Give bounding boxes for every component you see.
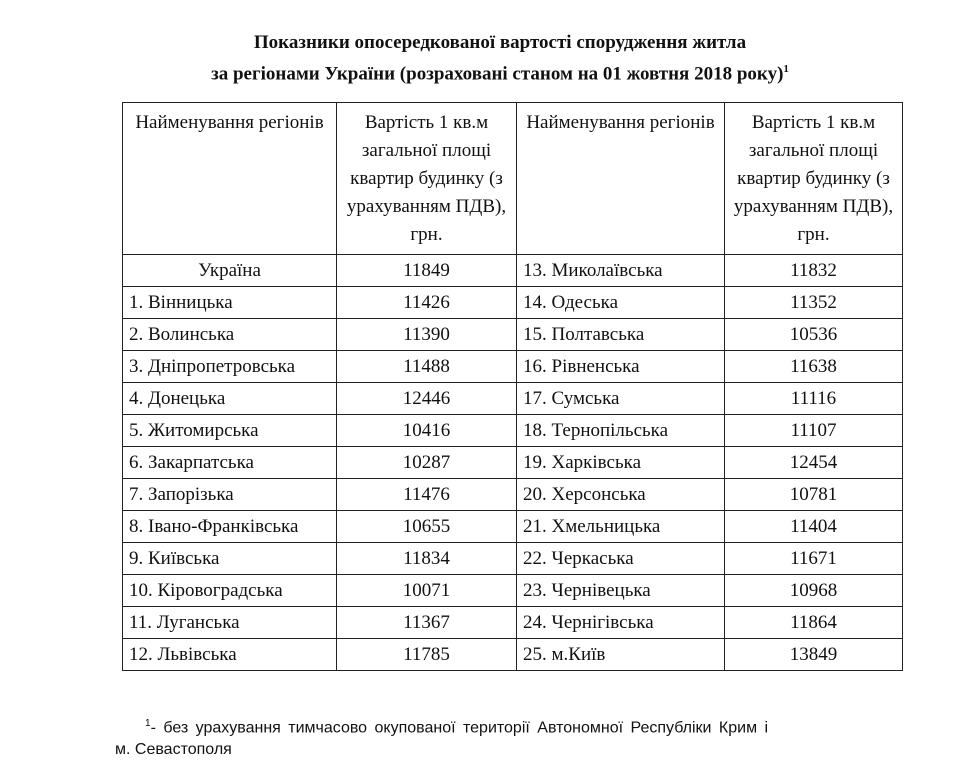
region-name-cell: 21. Хмельницька — [517, 511, 725, 543]
table-body — [123, 103, 903, 671]
table-row — [123, 255, 903, 287]
table-row — [123, 543, 903, 575]
region-name-cell: 3. Дніпропетровська — [123, 351, 337, 383]
region-name-cell: 1. Вінницька — [123, 287, 337, 319]
table-row — [123, 415, 903, 447]
region-name-cell: 12. Львівська — [123, 639, 337, 671]
region-name-cell: 5. Житомирська — [123, 415, 337, 447]
region-name-cell: 17. Сумська — [517, 383, 725, 415]
region-name-cell: 14. Одеська — [517, 287, 725, 319]
region-name-cell: 23. Чернівецька — [517, 575, 725, 607]
header-region-name-right: Найменування регіонів — [517, 103, 725, 255]
title-footnote-mark: 1 — [783, 63, 789, 75]
region-name-cell: 7. Запорізька — [123, 479, 337, 511]
cost-value-cell: 10416 — [337, 415, 517, 447]
region-name-cell: Україна — [123, 255, 337, 287]
cost-value-cell: 12446 — [337, 383, 517, 415]
table-row — [123, 351, 903, 383]
cost-value-cell: 11426 — [337, 287, 517, 319]
cost-value-cell: 10968 — [725, 575, 903, 607]
cost-value-cell: 10655 — [337, 511, 517, 543]
cost-value-cell: 13849 — [725, 639, 903, 671]
table-row — [123, 639, 903, 671]
cost-value-cell: 11832 — [725, 255, 903, 287]
cost-value-cell: 11116 — [725, 383, 903, 415]
title-line-1: Показники опосередкованої вартості спорудження житла — [253, 32, 747, 53]
footnote-line-2: м. Севастополя — [115, 741, 232, 759]
table-row — [123, 447, 903, 479]
region-name-cell: 10. Кіровоградська — [123, 575, 337, 607]
cost-value-cell: 11404 — [725, 511, 903, 543]
cost-value-cell: 11638 — [725, 351, 903, 383]
footnote-text-1: - без урахування тимчасово окупованої території Автономної Республіки Крим і — [150, 719, 769, 737]
document-title — [0, 30, 965, 87]
cost-value-cell: 10536 — [725, 319, 903, 351]
cost-value-cell: 11671 — [725, 543, 903, 575]
header-cost-left: Вартість 1 кв.м загальної площі квартир будинку (з урахуванням ПДВ), грн. — [337, 103, 517, 255]
title-line-2 — [0, 56, 965, 87]
region-name-cell: 20. Херсонська — [517, 479, 725, 511]
regions-cost-table — [122, 102, 903, 671]
cost-value-cell: 11367 — [337, 607, 517, 639]
cost-value-cell: 11849 — [337, 255, 517, 287]
footnote-line-1 — [115, 713, 905, 739]
region-name-cell: 2. Волинська — [123, 319, 337, 351]
cost-value-cell: 10287 — [337, 447, 517, 479]
table-row — [123, 607, 903, 639]
cost-value-cell: 11785 — [337, 639, 517, 671]
region-name-cell: 24. Чернігівська — [517, 607, 725, 639]
region-name-cell: 9. Київська — [123, 543, 337, 575]
cost-value-cell: 11352 — [725, 287, 903, 319]
table-header-row — [123, 103, 903, 255]
table-row — [123, 383, 903, 415]
region-name-cell: 15. Полтавська — [517, 319, 725, 351]
region-name-cell: 6. Закарпатська — [123, 447, 337, 479]
cost-value-cell: 10071 — [337, 575, 517, 607]
region-name-cell: 4. Донецька — [123, 383, 337, 415]
cost-value-cell: 11390 — [337, 319, 517, 351]
region-name-cell: 13. Миколаївська — [517, 255, 725, 287]
region-name-cell: 11. Луганська — [123, 607, 337, 639]
table-row — [123, 479, 903, 511]
header-region-name-left: Найменування регіонів — [123, 103, 337, 255]
table-row — [123, 575, 903, 607]
region-name-cell: 16. Рівненська — [517, 351, 725, 383]
region-name-cell: 19. Харківська — [517, 447, 725, 479]
footnote-mark: 1 — [145, 718, 151, 729]
table-row — [123, 287, 903, 319]
region-name-cell: 25. м.Київ — [517, 639, 725, 671]
cost-value-cell: 11476 — [337, 479, 517, 511]
table-row — [123, 511, 903, 543]
region-name-cell: 8. Івано-Франківська — [123, 511, 337, 543]
cost-value-cell: 11834 — [337, 543, 517, 575]
header-cost-right: Вартість 1 кв.м загальної площі квартир будинку (з урахуванням ПДВ), грн. — [725, 103, 903, 255]
cost-value-cell: 10781 — [725, 479, 903, 511]
cost-value-cell: 11488 — [337, 351, 517, 383]
cost-value-cell: 11864 — [725, 607, 903, 639]
region-name-cell: 22. Черкаська — [517, 543, 725, 575]
table-row — [123, 319, 903, 351]
title-line-2-text: за регіонами України (розраховані станом на 01 жовтня 2018 року) — [211, 63, 784, 85]
cost-value-cell: 12454 — [725, 447, 903, 479]
cost-value-cell: 11107 — [725, 415, 903, 447]
region-name-cell: 18. Тернопільська — [517, 415, 725, 447]
footnote — [115, 713, 905, 761]
